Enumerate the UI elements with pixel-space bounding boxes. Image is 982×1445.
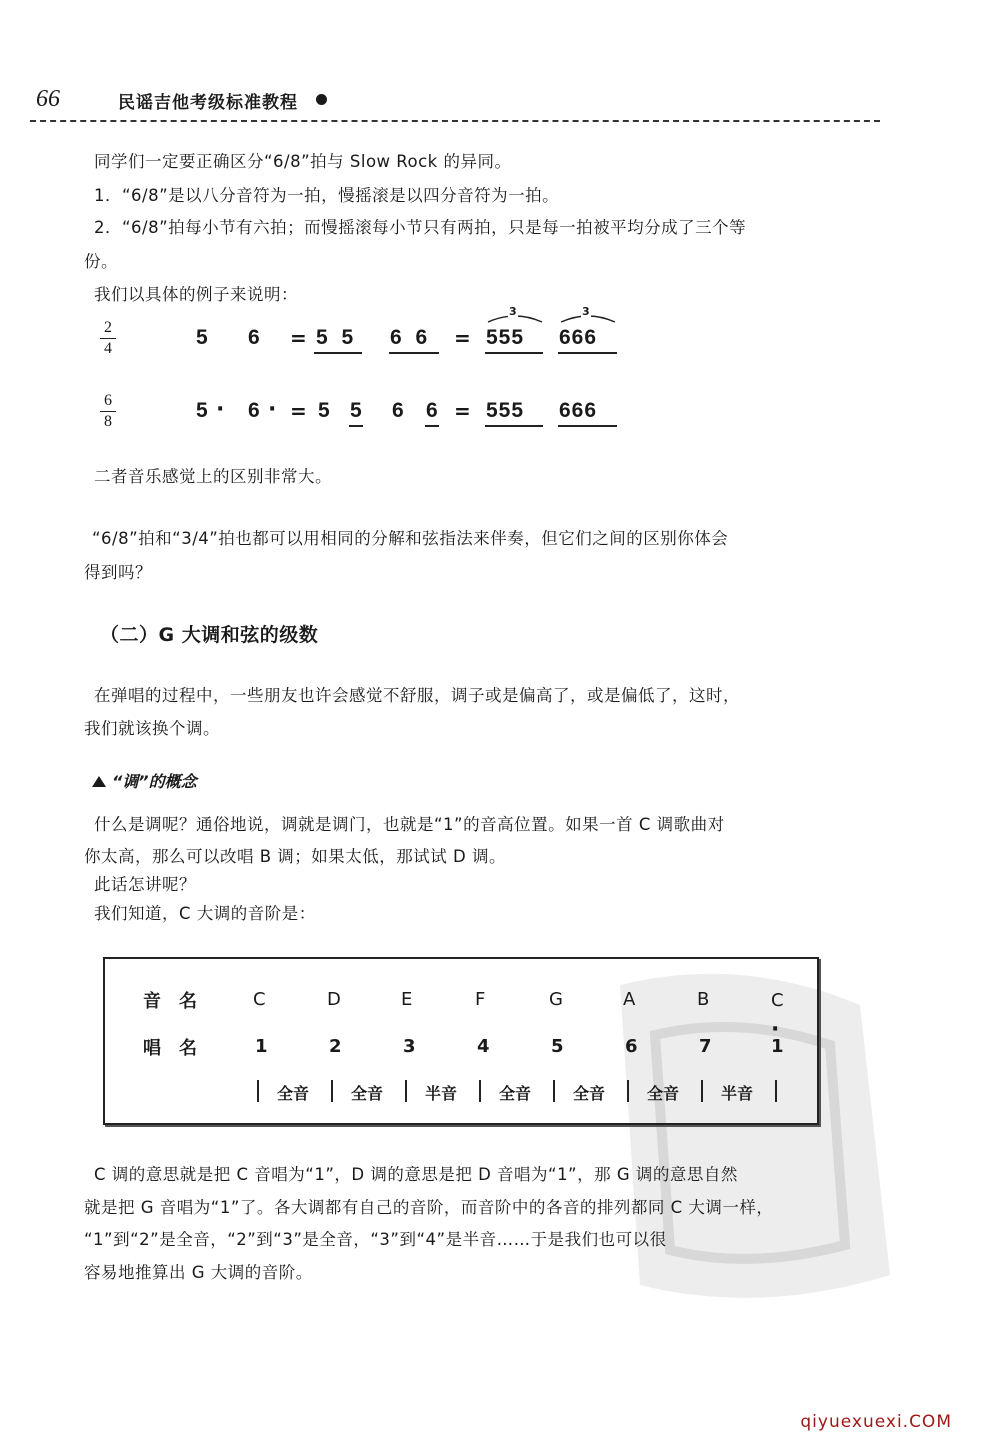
- triplet-notes: 555: [486, 326, 525, 349]
- note-name: A: [623, 989, 636, 1010]
- paragraph-line: 容易地推算出 G 大调的音阶。: [84, 1263, 313, 1282]
- paragraph-line: 就是把 G 音唱为“1”了。各大调都有自己的音阶，而音阶中的各音的排列都同 C 大调一样，: [84, 1198, 774, 1217]
- paragraph-line: “6/8”拍和“3/4”拍也都可以用相同的分解和弦指法来伴奏，但它们之间的区别你体会: [92, 529, 729, 548]
- paragraph-line: 得到吗？: [84, 563, 152, 582]
- paragraph-line: “1”到“2”是全音，“2”到“3”是全音，“3”到“4”是半音……于是我们也可以很: [84, 1230, 667, 1249]
- interval-divider: [479, 1080, 481, 1102]
- paragraph-line: 同学们一定要正确区分“6/8”拍与 Slow Rock 的异同。: [94, 152, 512, 171]
- time-denominator: 8: [104, 413, 112, 430]
- note: 6: [248, 326, 260, 349]
- note-name: D: [327, 989, 341, 1010]
- note: 5: [196, 326, 208, 349]
- note-group: 5 5: [316, 326, 358, 349]
- note: 6: [392, 399, 404, 422]
- interval-label: 全音: [277, 1084, 310, 1103]
- section-heading: （二）G 大调和弦的级数: [100, 624, 319, 646]
- solfege-number: 2: [329, 1036, 342, 1057]
- interval-divider: [627, 1080, 629, 1102]
- triplet-number: 3: [509, 305, 517, 318]
- time-signature: [98, 391, 118, 432]
- equals-sign: =: [454, 326, 471, 350]
- sub-heading: [92, 769, 197, 792]
- interval-label: 全音: [499, 1084, 532, 1103]
- interval-divider: [257, 1080, 259, 1102]
- triplet-notes: 666: [559, 399, 598, 422]
- interval-label: 全音: [351, 1084, 384, 1103]
- paragraph-line: 份。: [84, 252, 118, 271]
- paragraph-line: 什么是调呢？通俗地说，调就是调门，也就是“1”的音高位置。如果一首 C 调歌曲对: [94, 815, 725, 834]
- equals-sign: =: [290, 399, 307, 423]
- paragraph-line: 2．“6/8”拍每小节有六拍；而慢摇滚每小节只有两拍，只是每一拍被平均分成了三个等: [94, 218, 747, 237]
- high-octave-dot: ·: [771, 1017, 780, 1042]
- paragraph-line: 我们以具体的例子来说明：: [94, 285, 298, 304]
- header-rule: [30, 120, 880, 122]
- solfege-number: 7: [699, 1036, 712, 1057]
- note: 6: [426, 399, 438, 422]
- interval-label: 全音: [647, 1084, 680, 1103]
- note-name: B: [697, 989, 710, 1010]
- paragraph-line: 1．“6/8”是以八分音符为一拍，慢摇滚是以四分音符为一拍。: [94, 186, 560, 205]
- note-name: C: [253, 989, 266, 1010]
- time-denominator: 4: [104, 340, 112, 357]
- interval-label: 半音: [425, 1084, 458, 1103]
- solfege-number: 6: [625, 1036, 638, 1057]
- paragraph-line: C 调的意思就是把 C 音唱为“1”，D 调的意思是把 D 音唱为“1”，那 G 调的意思自然: [94, 1165, 738, 1184]
- note-name: G: [549, 989, 563, 1010]
- solfege-number: 5: [551, 1036, 564, 1057]
- paragraph-line: 二者音乐感觉上的区别非常大。: [94, 467, 332, 486]
- row-label-solfege: 唱 名: [143, 1038, 197, 1059]
- paragraph-line: 此话怎讲呢？: [94, 875, 196, 894]
- triangle-icon: [92, 776, 106, 787]
- solfege-number: 3: [403, 1036, 416, 1057]
- equals-sign: =: [290, 326, 307, 350]
- beam-underline: [558, 352, 617, 354]
- note-name: C: [771, 990, 784, 1011]
- beam-underline: [349, 425, 363, 427]
- beam-underline: [314, 352, 362, 354]
- header-bullet: [316, 94, 327, 105]
- paragraph-line: 我们就该换个调。: [84, 719, 220, 738]
- interval-divider: [405, 1080, 407, 1102]
- c-major-scale-table: [103, 957, 819, 1125]
- page-number: 66: [36, 86, 60, 112]
- beam-underline: [558, 425, 617, 427]
- triplet-notes: 555: [486, 399, 525, 422]
- time-numerator: 6: [104, 392, 112, 409]
- paragraph-line: 你太高，那么可以改唱 B 调；如果太低，那试试 D 调。: [84, 847, 507, 866]
- solfege-number-high: 1: [771, 1036, 784, 1057]
- note: 5: [318, 399, 330, 422]
- beam-underline: [425, 425, 439, 427]
- note: 5: [196, 399, 208, 422]
- solfege-number: 4: [477, 1036, 490, 1057]
- paragraph-line: 在弹唱的过程中，一些朋友也许会感觉不舒服，调子或是偏高了，或是偏低了，这时，: [94, 686, 740, 705]
- note: 6: [248, 399, 260, 422]
- augmentation-dot: ·: [268, 397, 277, 422]
- row-label-note-name: 音 名: [143, 991, 197, 1012]
- note: 5: [350, 399, 362, 422]
- time-signature: [98, 318, 118, 359]
- augmentation-dot: ·: [216, 397, 225, 422]
- interval-divider: [701, 1080, 703, 1102]
- note-name: E: [401, 989, 413, 1010]
- triplet-number: 3: [582, 305, 590, 318]
- equals-sign: =: [454, 399, 471, 423]
- interval-label: 全音: [573, 1084, 606, 1103]
- note-name: F: [475, 989, 486, 1010]
- beam-underline: [485, 425, 543, 427]
- interval-divider: [331, 1080, 333, 1102]
- time-numerator: 2: [104, 319, 112, 336]
- note-group: 6 6: [390, 326, 432, 349]
- interval-divider: [775, 1080, 777, 1102]
- solfege-number: 1: [255, 1036, 268, 1057]
- triplet-notes: 666: [559, 326, 598, 349]
- interval-label: 半音: [721, 1084, 754, 1103]
- sub-heading-text: “调”的概念: [112, 772, 197, 791]
- paragraph-line: 我们知道，C 大调的音阶是：: [94, 904, 316, 923]
- interval-divider: [553, 1080, 555, 1102]
- beam-underline: [485, 352, 543, 354]
- beam-underline: [389, 352, 439, 354]
- book-title: 民谣吉他考级标准教程: [118, 93, 298, 113]
- site-watermark-text: qiyuexuexi.COM: [800, 1412, 952, 1432]
